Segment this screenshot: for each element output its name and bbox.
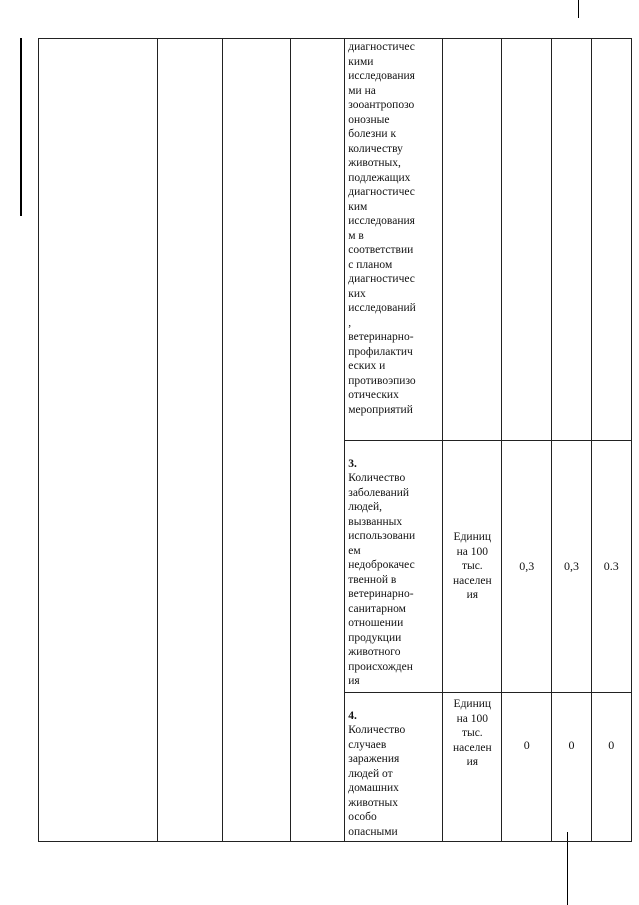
scan-margin-line-top-right — [578, 0, 579, 18]
unit-text: Единиц на 100 тыс. населен ия — [453, 531, 492, 602]
value-year-3: 0 — [608, 738, 615, 752]
value-cell — [502, 441, 552, 693]
value-year-1: 0,3 — [519, 559, 535, 573]
value-cell — [502, 693, 552, 842]
unit-text: Единиц на 100 тыс. населен ия — [453, 698, 492, 768]
value-cell — [591, 441, 631, 693]
indicator-cell — [345, 39, 443, 441]
indicator-text: диагностичес кими исследования ми на зооантропозо онозные болезни к количеству животных, подлежащих диагностичес ким исследования м в соответствии с планом диагностичес ких исследований , ветеринарно- профилактич еских и противоэпизо отических мероприятий — [348, 41, 416, 416]
empty-cell — [223, 39, 291, 842]
unit-cell — [443, 693, 502, 842]
value-year-2: 0 — [568, 738, 575, 752]
table-row — [39, 39, 632, 441]
indicator-text: Количество заболеваний людей, вызванных использовани ем недоброкачес твенной в ветеринарно- санитарном отношении продукции животного происхожден ия — [348, 472, 416, 687]
empty-cell — [290, 39, 345, 842]
value-cell — [591, 693, 631, 842]
indicator-number: 3. — [348, 457, 357, 470]
value-year-2: 0,3 — [563, 559, 579, 573]
indicators-table — [38, 38, 632, 842]
value-cell — [502, 39, 552, 441]
scan-margin-line-left — [20, 38, 22, 216]
indicator-text: Количество случаев заражения людей от домашних животных особо опасными — [348, 724, 406, 838]
value-cell — [552, 441, 591, 693]
indicator-number: 4. — [348, 709, 357, 722]
indicator-cell — [345, 693, 443, 842]
empty-cell — [157, 39, 222, 842]
indicator-cell — [345, 441, 443, 693]
value-year-3: 0.3 — [603, 559, 619, 573]
value-year-1: 0 — [523, 738, 530, 752]
unit-cell — [443, 441, 502, 693]
value-cell — [591, 39, 631, 441]
unit-cell — [443, 39, 502, 441]
value-cell — [552, 693, 591, 842]
scan-margin-line-right — [567, 832, 568, 905]
value-cell — [552, 39, 591, 441]
empty-cell — [39, 39, 158, 842]
